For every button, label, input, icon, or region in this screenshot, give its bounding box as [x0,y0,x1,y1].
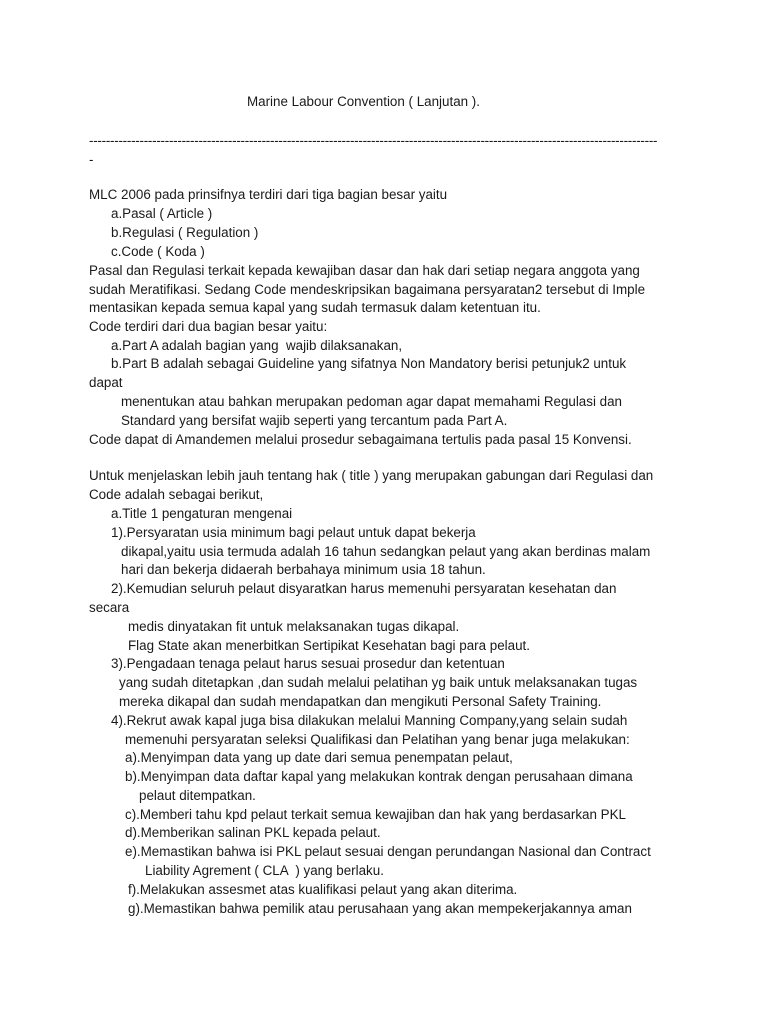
numbered-item: 3).Pengadaan tenaga pelaut harus sesuai prosedur dan ketentuan [111,656,505,671]
list-item: a.Part A adalah bagian yang wajib dilaksanakan, [111,338,403,353]
sub-item: c).Memberi tahu kpd pelaut terkait semua kewajiban dan hak yang berdasarkan PKL [125,807,626,822]
numbered-item-continuation: medis dinyatakan fit untuk melaksanakan tugas dikapal. [128,619,460,634]
sub-item-continuation: Liability Agrement ( CLA ) yang berlaku. [145,863,384,878]
numbered-item: 2).Kemudian seluruh pelaut disyaratkan harus memenuhi persyaratan kesehatan dan [111,581,617,596]
list-item: a.Pasal ( Article ) [111,206,213,221]
section-heading: a.Title 1 pengaturan mengenai [111,506,293,521]
list-item-continuation: Standard yang bersifat wajib seperti yang tercantum pada Part A. [121,413,508,428]
list-item: c.Code ( Koda ) [111,244,205,259]
numbered-item-continuation: hari dan bekerja didaerah berbahaya minimum usia 18 tahun. [121,562,486,577]
paragraph-line: Code dapat di Amandemen melalui prosedur sebagaimana tertulis pada pasal 15 Konvensi. [89,432,632,447]
list-item: b.Regulasi ( Regulation ) [111,225,259,240]
separator-line-tail: - [89,152,94,167]
paragraph-line: Code adalah sebagai berikut, [89,487,264,502]
numbered-item: 1).Persyaratan usia minimum bagi pelaut untuk dapat bekerja [111,525,476,540]
list-item: b.Part B adalah sebagai Guideline yang sifatnya Non Mandatory berisi petunjuk2 untuk [111,356,627,371]
separator-line: --------------------------------------------------------------------------------------------------------------------------------------- [89,133,658,148]
sub-item: d).Memberikan salinan PKL kepada pelaut. [125,825,381,840]
numbered-item: 4).Rekrut awak kapal juga bisa dilakukan melalui Manning Company,yang selain sudah [111,713,628,728]
sub-item: f).Melakukan assesmet atas kualifikasi pelaut yang akan diterima. [128,882,518,897]
sub-item: a).Menyimpan data yang up date dari semua penempatan pelaut, [125,750,513,765]
paragraph-line: sudah Meratifikasi. Sedang Code mendeskripsikan bagaimana persyaratan2 tersebut di Imple [89,282,646,297]
numbered-item-continuation: mereka dikapal dan sudah mendapatkan dan mengikuti Personal Safety Training. [119,694,602,709]
paragraph-line: Untuk menjelaskan lebih jauh tentang hak ( title ) yang merupakan gabungan dari Regulasi dan [89,468,654,483]
numbered-item-continuation: memenuhi persyaratan seleksi Qualifikasi dan Pelatihan yang benar juga melakukan: [125,732,630,747]
sub-item: e).Memastikan bahwa isi PKL pelaut sesuai dengan perundangan Nasional dan Contract [125,844,651,859]
numbered-item-continuation: Flag State akan menerbitkan Sertipikat Kesehatan bagi para pelaut. [128,638,530,653]
list-item-wrap: dapat [89,375,123,390]
numbered-item-wrap: secara [89,600,130,615]
paragraph-intro: Code terdiri dari dua bagian besar yaitu: [89,319,328,334]
sub-item: b).Menyimpan data daftar kapal yang melakukan kontrak dengan perusahaan dimana [125,769,633,784]
paragraph-line: mentasikan kepada semua kapal yang sudah termasuk dalam ketentuan itu. [89,300,541,315]
paragraph-intro: MLC 2006 pada prinsifnya terdiri dari tiga bagian besar yaitu [89,187,448,202]
numbered-item-continuation: dikapal,yaitu usia termuda adalah 16 tahun sedangkan pelaut yang akan berdinas malam [121,544,651,559]
list-item-continuation: menentukan atau bahkan merupakan pedoman agar dapat memahami Regulasi dan [121,394,622,409]
sub-item-continuation: pelaut ditempatkan. [139,788,256,803]
paragraph-line: Pasal dan Regulasi terkait kepada kewajiban dasar dan hak dari setiap negara anggota yang [89,263,640,278]
document-title: Marine Labour Convention ( Lanjutan ). [247,94,480,109]
numbered-item-continuation: yang sudah ditetapkan ,dan sudah melalui pelatihan yg baik untuk melaksanakan tugas [119,675,638,690]
sub-item: g).Memastikan bahwa pemilik atau perusahaan yang akan mempekerjakannya aman [128,901,632,916]
